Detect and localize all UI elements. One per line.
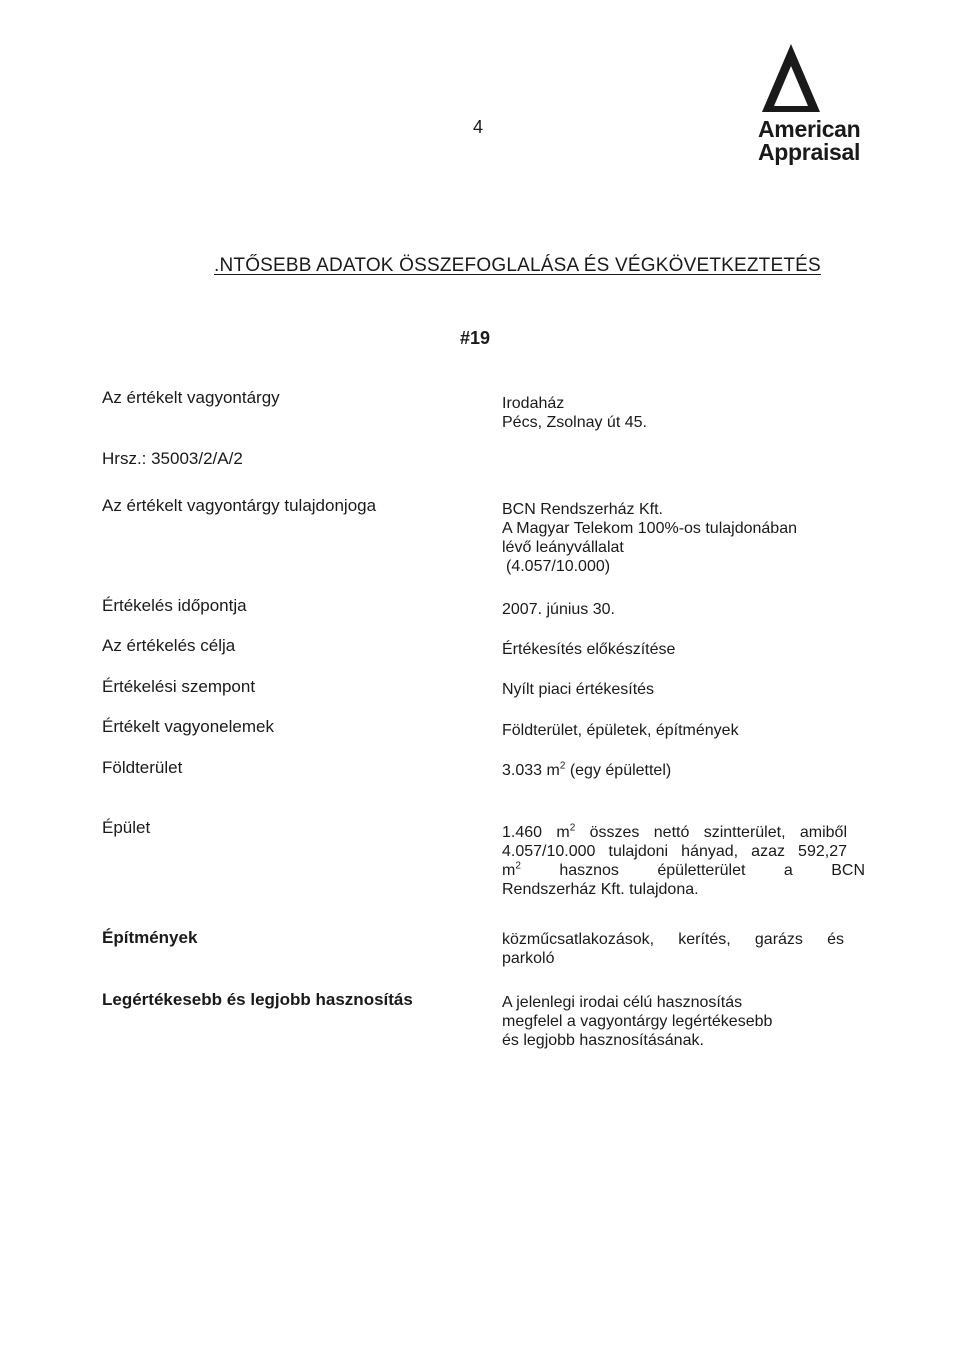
ownership-value xyxy=(502,500,797,576)
building-usable-text: hasznos épületterület a BCN xyxy=(520,862,866,879)
building-value-line1 xyxy=(502,823,847,842)
building-value-line3 xyxy=(502,860,866,880)
asset-value xyxy=(502,394,647,432)
page-number: 4 xyxy=(473,117,484,137)
logo-text-american: American xyxy=(758,116,861,142)
purpose-label: Az értékelés célja xyxy=(102,636,236,655)
ownership-label: Az értékelt vagyontárgy tulajdonjoga xyxy=(102,496,377,515)
purpose-value: Értékesítés előkészítése xyxy=(502,641,676,658)
asset-value-line2: Pécs, Zsolnay út 45. xyxy=(502,414,647,431)
land-value-sup: 2 xyxy=(559,760,566,772)
ownership-value-line3: lévő leányvállalat xyxy=(502,539,624,556)
building-area-text: összes nettó szintterület, amiből xyxy=(575,824,848,841)
hbu-value xyxy=(502,993,772,1050)
ownership-value-line2: A Magyar Telekom 100%-os tulajdonában xyxy=(502,520,797,537)
basis-label: Értékelési szempont xyxy=(102,677,256,696)
building-area-number: 1.460 m xyxy=(502,824,570,841)
land-value-number: 3.033 m xyxy=(502,762,560,779)
building-unit-sup: 2 xyxy=(515,860,521,872)
land-label: Földterület xyxy=(102,758,183,777)
building-unit: m xyxy=(502,862,516,879)
structures-label: Építmények xyxy=(102,928,198,947)
asset-value-line1: Irodaház xyxy=(502,395,565,412)
building-value-line2: 4.057/10.000 tulajdoni hányad, azaz 592,27 xyxy=(502,843,847,860)
hbu-value-line2: megfelel a vagyontárgy legértékesebb xyxy=(502,1013,773,1030)
triangle-logo-icon xyxy=(760,42,822,114)
logo-text-appraisal: Appraisal xyxy=(758,139,861,165)
basis-value: Nyílt piaci értékesítés xyxy=(502,681,655,698)
hbu-value-line1: A jelenlegi irodai célú hasznosítás xyxy=(502,994,743,1011)
elements-label: Értékelt vagyonelemek xyxy=(102,717,274,736)
document-title: .NTŐSEBB ADATOK ÖSSZEFOGLALÁSA ÉS VÉGKÖVETKEZTETÉS xyxy=(214,255,821,276)
ownership-value-line4: (4.057/10.000) xyxy=(506,558,611,575)
valuation-date-label: Értékelés időpontja xyxy=(102,596,247,615)
land-value-note: (egy épülettel) xyxy=(565,762,672,779)
hrsz-label: Hrsz.: 35003/2/A/2 xyxy=(102,449,243,468)
hbu-value-line3: és legjobb hasznosításának. xyxy=(502,1032,704,1049)
ownership-value-line1: BCN Rendszerház Kft. xyxy=(502,501,663,518)
american-appraisal-logo xyxy=(758,42,888,172)
building-value-line4: Rendszerház Kft. tulajdona. xyxy=(502,881,699,898)
structures-value-line1: közműcsatlakozások, kerítés, garázs és xyxy=(502,931,844,948)
asset-label: Az értékelt vagyontárgy xyxy=(102,388,280,407)
structures-value-line2: parkoló xyxy=(502,950,555,967)
land-value xyxy=(502,761,671,780)
property-number: #19 xyxy=(460,328,491,348)
building-area-sup: 2 xyxy=(569,822,576,834)
building-value xyxy=(502,822,866,899)
valuation-date-value: 2007. június 30. xyxy=(502,601,615,618)
building-label: Épület xyxy=(102,818,151,837)
hbu-label: Legértékesebb és legjobb hasznosítás xyxy=(102,990,413,1009)
structures-value xyxy=(502,930,844,968)
elements-value: Földterület, épületek, építmények xyxy=(502,722,739,739)
